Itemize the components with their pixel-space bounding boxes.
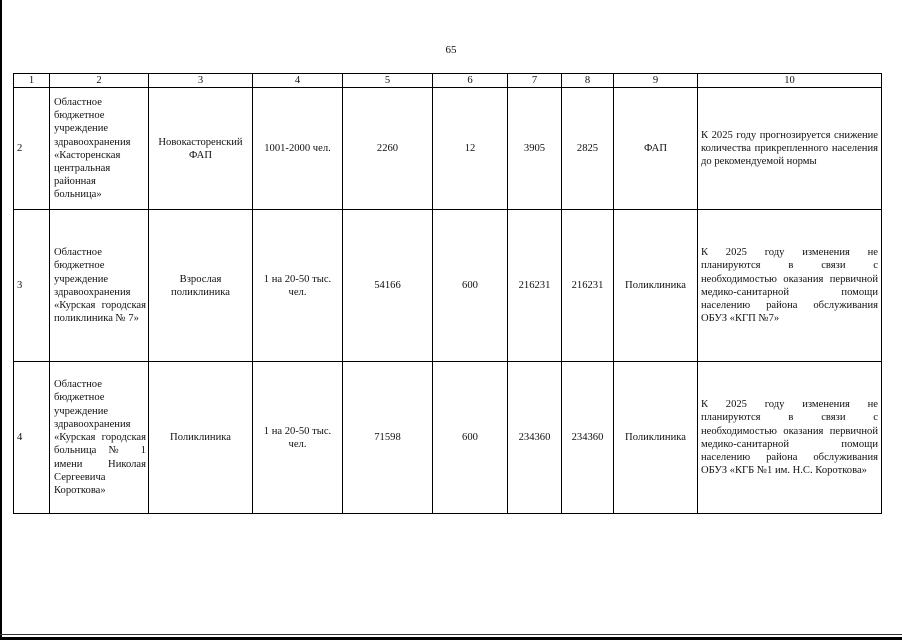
- header-cell: 3: [149, 74, 253, 88]
- population-cell: 1 на 20-50 тыс. чел.: [253, 362, 343, 514]
- header-cell: 2: [50, 74, 149, 88]
- page-left-border: [0, 0, 2, 640]
- value-cell-8: 234360: [562, 362, 614, 514]
- organization-cell: Областное бюджетное учреждение здравоохранения «Курская городская поликлиника № 7»: [50, 210, 149, 362]
- organization-cell: Областное бюджетное учреждение здравоохранения «Касторенская центральная районная больница»: [50, 88, 149, 210]
- value-cell-8: 2825: [562, 88, 614, 210]
- note-cell: К 2025 году изменения не планируются в связи с необходимостью оказания первичной медико-санитарной помощи населению района обслуживания ОБУЗ «КГБ №1 им. Н.С. Короткова»: [698, 362, 882, 514]
- data-table: [13, 73, 882, 514]
- table-row: [14, 88, 882, 210]
- header-cell: 4: [253, 74, 343, 88]
- value-cell-6: 600: [433, 210, 508, 362]
- value-cell-6: 600: [433, 362, 508, 514]
- value-cell-5: 71598: [343, 362, 433, 514]
- type-cell: Поликлиника: [614, 210, 698, 362]
- value-cell-6: 12: [433, 88, 508, 210]
- type-cell: ФАП: [614, 88, 698, 210]
- table-row: [14, 362, 882, 514]
- type-cell: Поликлиника: [614, 362, 698, 514]
- page-number: 65: [445, 44, 457, 56]
- value-cell-5: 2260: [343, 88, 433, 210]
- organization-cell: Областное бюджетное учреждение здравоохранения «Курская городская больница № 1 имени Николая Сергеевича Короткова»: [50, 362, 149, 514]
- note-cell: К 2025 году прогнозируется снижение количества прикрепленного населения до рекомендуемой нормы: [698, 88, 882, 210]
- population-cell: 1 на 20-50 тыс. чел.: [253, 210, 343, 362]
- value-cell-7: 3905: [508, 88, 562, 210]
- header-cell: 10: [698, 74, 882, 88]
- facility-cell: Новокасторенский ФАП: [149, 88, 253, 210]
- page-bottom-rule: [0, 634, 902, 635]
- facility-cell: Взрослая поликлиника: [149, 210, 253, 362]
- header-cell: 6: [433, 74, 508, 88]
- header-cell: 9: [614, 74, 698, 88]
- header-cell: 5: [343, 74, 433, 88]
- row-number: 2: [14, 88, 50, 210]
- population-cell: 1001-2000 чел.: [253, 88, 343, 210]
- row-number: 3: [14, 210, 50, 362]
- note-cell: К 2025 году изменения не планируются в связи с необходимостью оказания первичной медико-санитарной помощи населению района обслуживания ОБУЗ «КГП №7»: [698, 210, 882, 362]
- header-cell: 7: [508, 74, 562, 88]
- header-cell: 8: [562, 74, 614, 88]
- value-cell-5: 54166: [343, 210, 433, 362]
- header-row: [14, 74, 882, 88]
- header-cell: 1: [14, 74, 50, 88]
- value-cell-8: 216231: [562, 210, 614, 362]
- value-cell-7: 234360: [508, 362, 562, 514]
- value-cell-7: 216231: [508, 210, 562, 362]
- row-number: 4: [14, 362, 50, 514]
- table-row: [14, 210, 882, 362]
- facility-cell: Поликлиника: [149, 362, 253, 514]
